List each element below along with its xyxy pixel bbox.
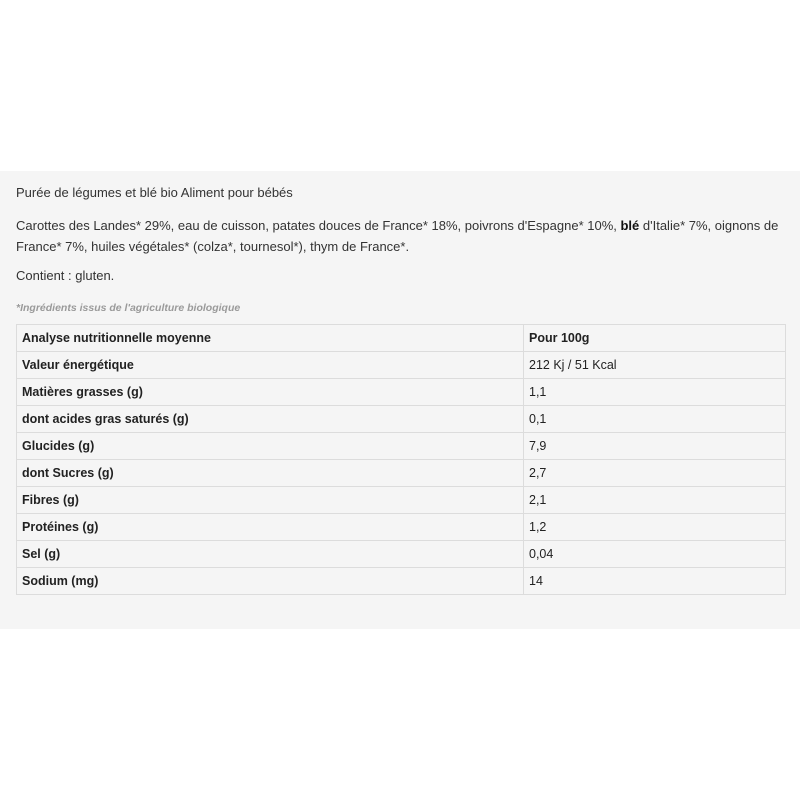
nutrient-value: 0,04 [524,541,786,568]
ingredients-part2: d'Italie* 7%, oignons de France* 7%, huiles végétales* (colza*, tournesol*), thym de France*. [16,218,779,254]
nutrient-value: 7,9 [524,433,786,460]
table-row [17,352,786,379]
product-title: Purée de légumes et blé bio Aliment pour bébés [16,185,293,200]
nutrient-value: 2,1 [524,487,786,514]
nutrient-name: dont Sucres (g) [17,460,524,487]
nutrient-value: 1,2 [524,514,786,541]
nutrient-name: dont acides gras saturés (g) [17,406,524,433]
nutrient-name: Fibres (g) [17,487,524,514]
table-row [17,487,786,514]
product-info-panel [0,171,800,629]
nutrient-name: Sodium (mg) [17,568,524,595]
table-row [17,568,786,595]
nutrition-header-name: Analyse nutritionnelle moyenne [17,325,524,352]
ingredients-part1: Carottes des Landes* 29%, eau de cuisson, patates douces de France* 18%, poivrons d'Espagne* 10%, [16,218,621,233]
ingredients-allergen: blé [620,218,640,233]
table-row [17,379,786,406]
nutrient-value: 0,1 [524,406,786,433]
table-row [17,460,786,487]
table-row [17,433,786,460]
organic-footnote: *Ingrédients issus de l'agriculture biologique [16,302,241,314]
nutrient-name: Matières grasses (g) [17,379,524,406]
nutrition-header-row [17,325,786,352]
nutrition-header-value: Pour 100g [524,325,786,352]
allergen-statement: Contient : gluten. [16,268,115,283]
nutrient-name: Glucides (g) [17,433,524,460]
nutrient-name: Valeur énergétique [17,352,524,379]
nutrient-value: 212 Kj / 51 Kcal [524,352,786,379]
nutrient-name: Protéines (g) [17,514,524,541]
nutrition-table [16,324,786,595]
table-row [17,514,786,541]
ingredients-text [16,215,784,257]
nutrient-name: Sel (g) [17,541,524,568]
table-row [17,541,786,568]
nutrient-value: 1,1 [524,379,786,406]
nutrient-value: 14 [524,568,786,595]
nutrient-value: 2,7 [524,460,786,487]
table-row [17,406,786,433]
